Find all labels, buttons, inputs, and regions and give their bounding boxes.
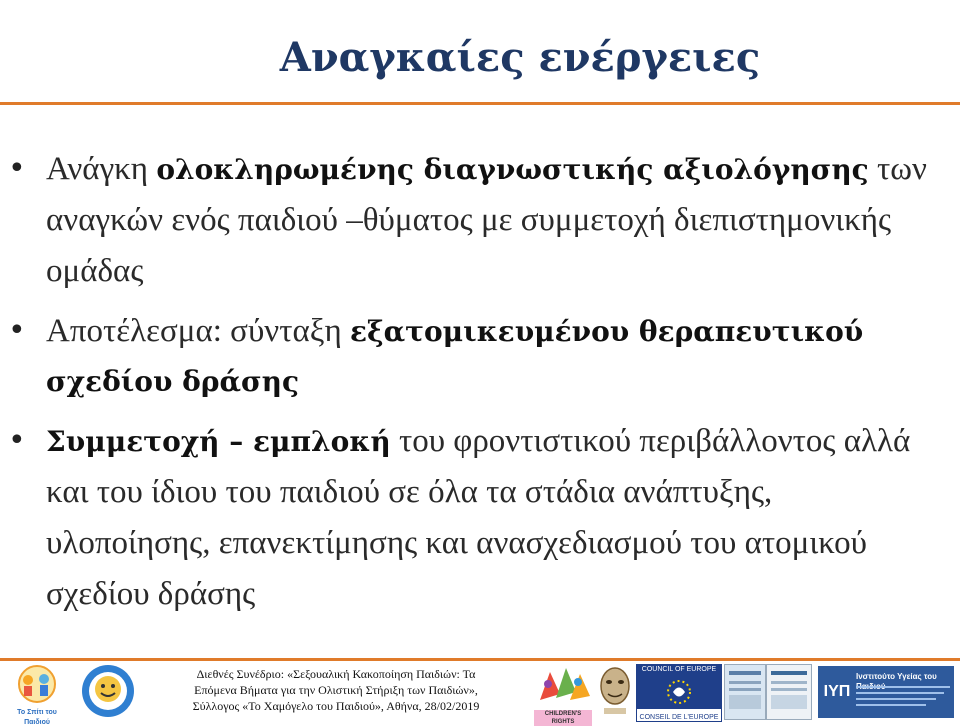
bullet-dot-icon: • (8, 313, 26, 348)
iyp-mark-icon: ΙΥΠ (823, 683, 851, 700)
bullet-dot-icon: • (8, 423, 26, 458)
spiti-logo-caption: Το Σπίτι του Παιδιού (17, 709, 57, 726)
footer-line-2: Επόμενα Βήματα για την Ολιστική Στήριξη των Παιδιών», (194, 683, 478, 697)
bullet-emphasis-text: Συμμετοχή – εμπλοκή (46, 425, 391, 458)
bullet-item (0, 416, 960, 620)
eu-stars-icon (637, 675, 721, 709)
bullet-emphasis-text: εξατομικευμένου θεραπευτικού σχεδίου δράσης (46, 315, 864, 398)
mask-logo (598, 664, 632, 718)
conference-info (140, 666, 532, 714)
publication-thumbnail-2 (766, 664, 812, 720)
footer-line-3: Σύλλογος «Το Χαμόγελο του Παιδιού», Αθήνα, 28/02/2019 (192, 699, 480, 713)
bullet-text: Αποτέλεσμα: σύνταξη (46, 313, 350, 349)
childrens-rights-logo (534, 664, 592, 725)
council-of-europe-logo (636, 664, 722, 722)
bullet-list (0, 144, 960, 629)
rights-caption: CHILDREN'S RIGHTS (534, 710, 592, 726)
bullet-text: του φροντιστικού περιβάλλοντος αλλά και του ίδιου του παιδιού σε όλα τα στάδια ανάπτυξης, υλοποίησης, επανεκτίμησης και ανασχεδιασμού του ατομικού σχεδίου δράσης (46, 423, 911, 612)
publication-thumbnail-1 (724, 664, 766, 720)
slide-title: Αναγκαίες ενέργειες (279, 34, 761, 81)
coe-top-caption: COUNCIL OF EUROPE (637, 665, 721, 675)
iyp-title: Ινστιτούτο Υγείας του (856, 672, 937, 681)
iyp-logo (818, 666, 954, 718)
bullet-text: των αναγκών ενός παιδιού –θύματος με συμμετοχή διεπιστημονικής ομάδας (46, 151, 927, 289)
bullet-text: Ανάγκη (46, 151, 157, 187)
bullet-item (0, 306, 960, 407)
bullet-dot-icon: • (8, 151, 26, 186)
bullet-item (0, 144, 960, 297)
footer-line-1: Διεθνές Συνέδριο: «Σεξουαλική Κακοποίηση Παιδιών: Τα (196, 667, 476, 681)
bullet-emphasis-text: ολοκληρωμένης διαγνωστικής αξιολόγησης (156, 153, 869, 186)
spiti-logo (6, 664, 68, 726)
smile-of-child-logo (80, 664, 136, 718)
footer-divider (0, 658, 960, 661)
title-divider (0, 102, 960, 105)
coe-bottom-caption: CONSEIL DE L'EUROPE (639, 714, 719, 721)
